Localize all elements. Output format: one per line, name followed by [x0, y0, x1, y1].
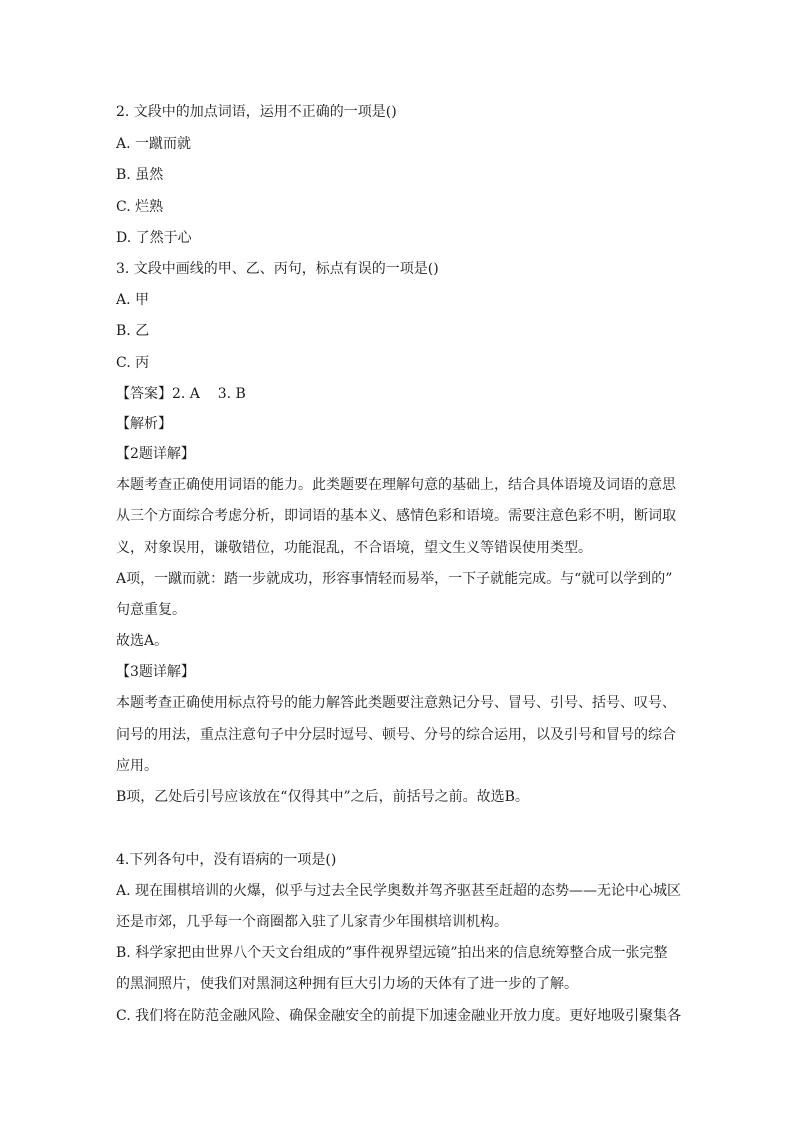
q2-detail-line: 句意重复。	[116, 602, 186, 618]
q2-detail-line: 故选A。	[116, 633, 169, 649]
q2-detail-line: 从三个方面综合考虑分析，即词语的基本义、感情色彩和语境。需要注意色彩不明，断词取	[116, 508, 676, 524]
q4-line: 的黑洞照片，使我们对黑洞这种拥有巨大引力场的天体有了进一步的了解。	[116, 976, 578, 992]
q2-detail-heading: 【2题详解】	[116, 446, 195, 462]
q2-option-b: B. 虽然	[116, 167, 164, 183]
q4-stem: 4.下列各句中，没有语病的一项是()	[116, 852, 337, 868]
q2-detail-line: 义，对象误用，谦敬错位，功能混乱，不合语境，望文生义等错误使用类型。	[116, 540, 592, 556]
q2-option-a: A. 一蹴而就	[116, 136, 192, 152]
q3-detail-line: B项，乙处后引号应该放在“仅得其中”之后，前括号之前。故选B。	[116, 789, 529, 805]
q4-line: B. 科学家把由世界八个天文台组成的”事件视界望远镜”拍出来的信息统筹整合成一张完整	[116, 945, 668, 961]
q2-option-c: C. 烂熟	[116, 199, 164, 215]
q4-line: A. 现在围棋培训的火爆，似乎与过去全民学奥数并驾齐驱甚至赶超的态势——无论中心城区	[116, 883, 682, 899]
q3-detail-line: 本题考查正确使用标点符号的能力解答此类题要注意熟记分号、冒号、引号、括号、叹号、	[116, 695, 676, 711]
analysis-heading: 【解析】	[116, 416, 172, 432]
q3-detail-heading: 【3题详解】	[116, 664, 195, 680]
q3-detail-line: 问号的用法，重点注意句子中分层时逗号、顿号、分号的综合运用，以及引号和冒号的综合	[116, 727, 676, 743]
q2-option-d: D. 了然于心	[116, 230, 192, 246]
q4-line: 还是市郊，几乎每一个商圈都入驻了儿家青少年围棋培训机构。	[116, 914, 508, 930]
answer-line: 【答案】2. A 3. B	[116, 386, 246, 402]
q2-detail-line: 本题考查正确使用词语的能力。此类题要在理解句意的基础上，结合具体语境及词语的意思	[116, 477, 676, 493]
q3-option-a: A. 甲	[116, 292, 150, 308]
q3-option-b: B. 乙	[116, 323, 150, 339]
q3-option-c: C. 丙	[116, 355, 150, 371]
q2-stem: 2. 文段中的加点词语，运用不正确的一项是()	[116, 104, 397, 120]
q3-detail-line: 应用。	[116, 758, 158, 774]
q4-line: C. 我们将在防范金融风险、确保金融安全的前提下加速金融业开放力度。更好地吸引聚集各	[116, 1008, 682, 1024]
q3-stem: 3. 文段中画线的甲、乙、丙句，标点有误的一项是()	[116, 261, 439, 277]
q2-detail-line: A项，一蹴而就：踏一步就成功，形容事情轻而易举，一下子就能完成。与“就可以学到的”	[116, 571, 673, 587]
